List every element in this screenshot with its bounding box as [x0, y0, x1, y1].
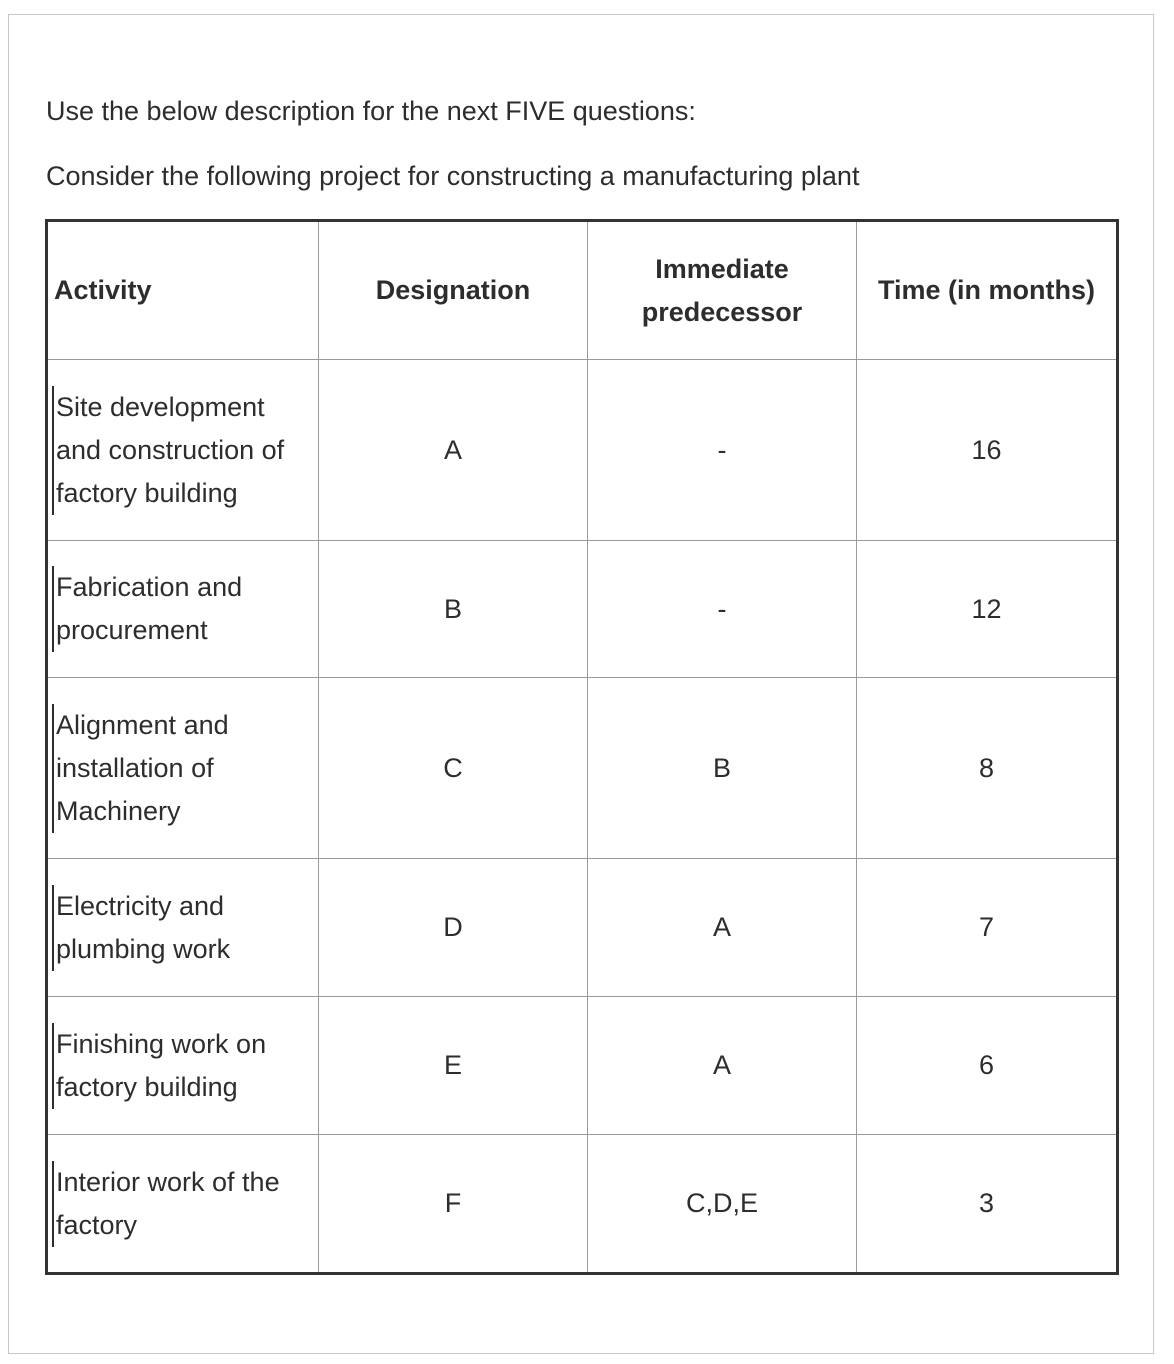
predecessor-cell: B — [588, 678, 857, 859]
activity-line: Site development — [56, 391, 265, 422]
predecessor-cell: - — [588, 541, 857, 678]
table-header-row — [47, 221, 1118, 360]
activity-cell — [47, 541, 319, 678]
table-row — [47, 1135, 1118, 1274]
activity-line: Electricity and — [56, 890, 225, 921]
activity-line: procurement — [56, 615, 208, 645]
time-cell: 3 — [857, 1135, 1118, 1274]
header-designation: Designation — [319, 221, 588, 360]
header-predecessor-line-2: predecessor — [641, 296, 803, 327]
time-cell: 7 — [857, 859, 1118, 997]
activity-line: plumbing work — [56, 933, 231, 964]
activity-line: factory — [56, 1209, 138, 1240]
intro-line-1: Use the below description for the next FIVE questions: — [46, 96, 696, 126]
time-cell: 16 — [857, 360, 1118, 541]
activity-line: factory building — [56, 1071, 238, 1102]
header-immediate-predecessor — [588, 221, 857, 360]
activity-line: Alignment and — [56, 709, 229, 740]
activity-cell — [47, 678, 319, 859]
project-activities-table — [45, 219, 1119, 1275]
designation-cell: F — [319, 1135, 588, 1274]
activity-text — [52, 885, 230, 971]
predecessor-cell: A — [588, 997, 857, 1135]
activity-cell — [47, 1135, 319, 1274]
designation-cell: B — [319, 541, 588, 678]
header-activity: Activity — [47, 221, 319, 360]
designation-cell: A — [319, 360, 588, 541]
activity-line: Interior work of the — [56, 1166, 280, 1197]
header-predecessor-line-1: Immediate — [655, 253, 789, 284]
table-row — [47, 859, 1118, 997]
activity-line: Finishing work on — [56, 1028, 267, 1059]
header-time: Time (in months) — [857, 221, 1118, 360]
activity-line: Fabrication and — [56, 572, 243, 602]
activity-line: and construction of — [56, 434, 285, 465]
designation-cell: D — [319, 859, 588, 997]
predecessor-cell: - — [588, 360, 857, 541]
activity-text — [52, 566, 242, 652]
activity-line: installation of — [56, 752, 214, 783]
intro-line-2: Consider the following project for constructing a manufacturing plant — [46, 161, 860, 191]
table-row — [47, 997, 1118, 1135]
time-cell: 6 — [857, 997, 1118, 1135]
activity-line: Machinery — [56, 795, 181, 826]
table-row — [47, 541, 1118, 678]
predecessor-cell: A — [588, 859, 857, 997]
designation-cell: E — [319, 997, 588, 1135]
activity-text — [52, 1161, 280, 1247]
time-cell: 12 — [857, 541, 1118, 678]
activity-text — [52, 704, 229, 833]
designation-cell: C — [319, 678, 588, 859]
time-cell: 8 — [857, 678, 1118, 859]
activity-cell — [47, 859, 319, 997]
activity-text — [52, 1023, 266, 1109]
activity-line: factory building — [56, 477, 238, 508]
activity-cell — [47, 997, 319, 1135]
predecessor-cell: C,D,E — [588, 1135, 857, 1274]
activity-cell — [47, 360, 319, 541]
activity-text — [52, 386, 284, 515]
table-row — [47, 360, 1118, 541]
table-row — [47, 678, 1118, 859]
